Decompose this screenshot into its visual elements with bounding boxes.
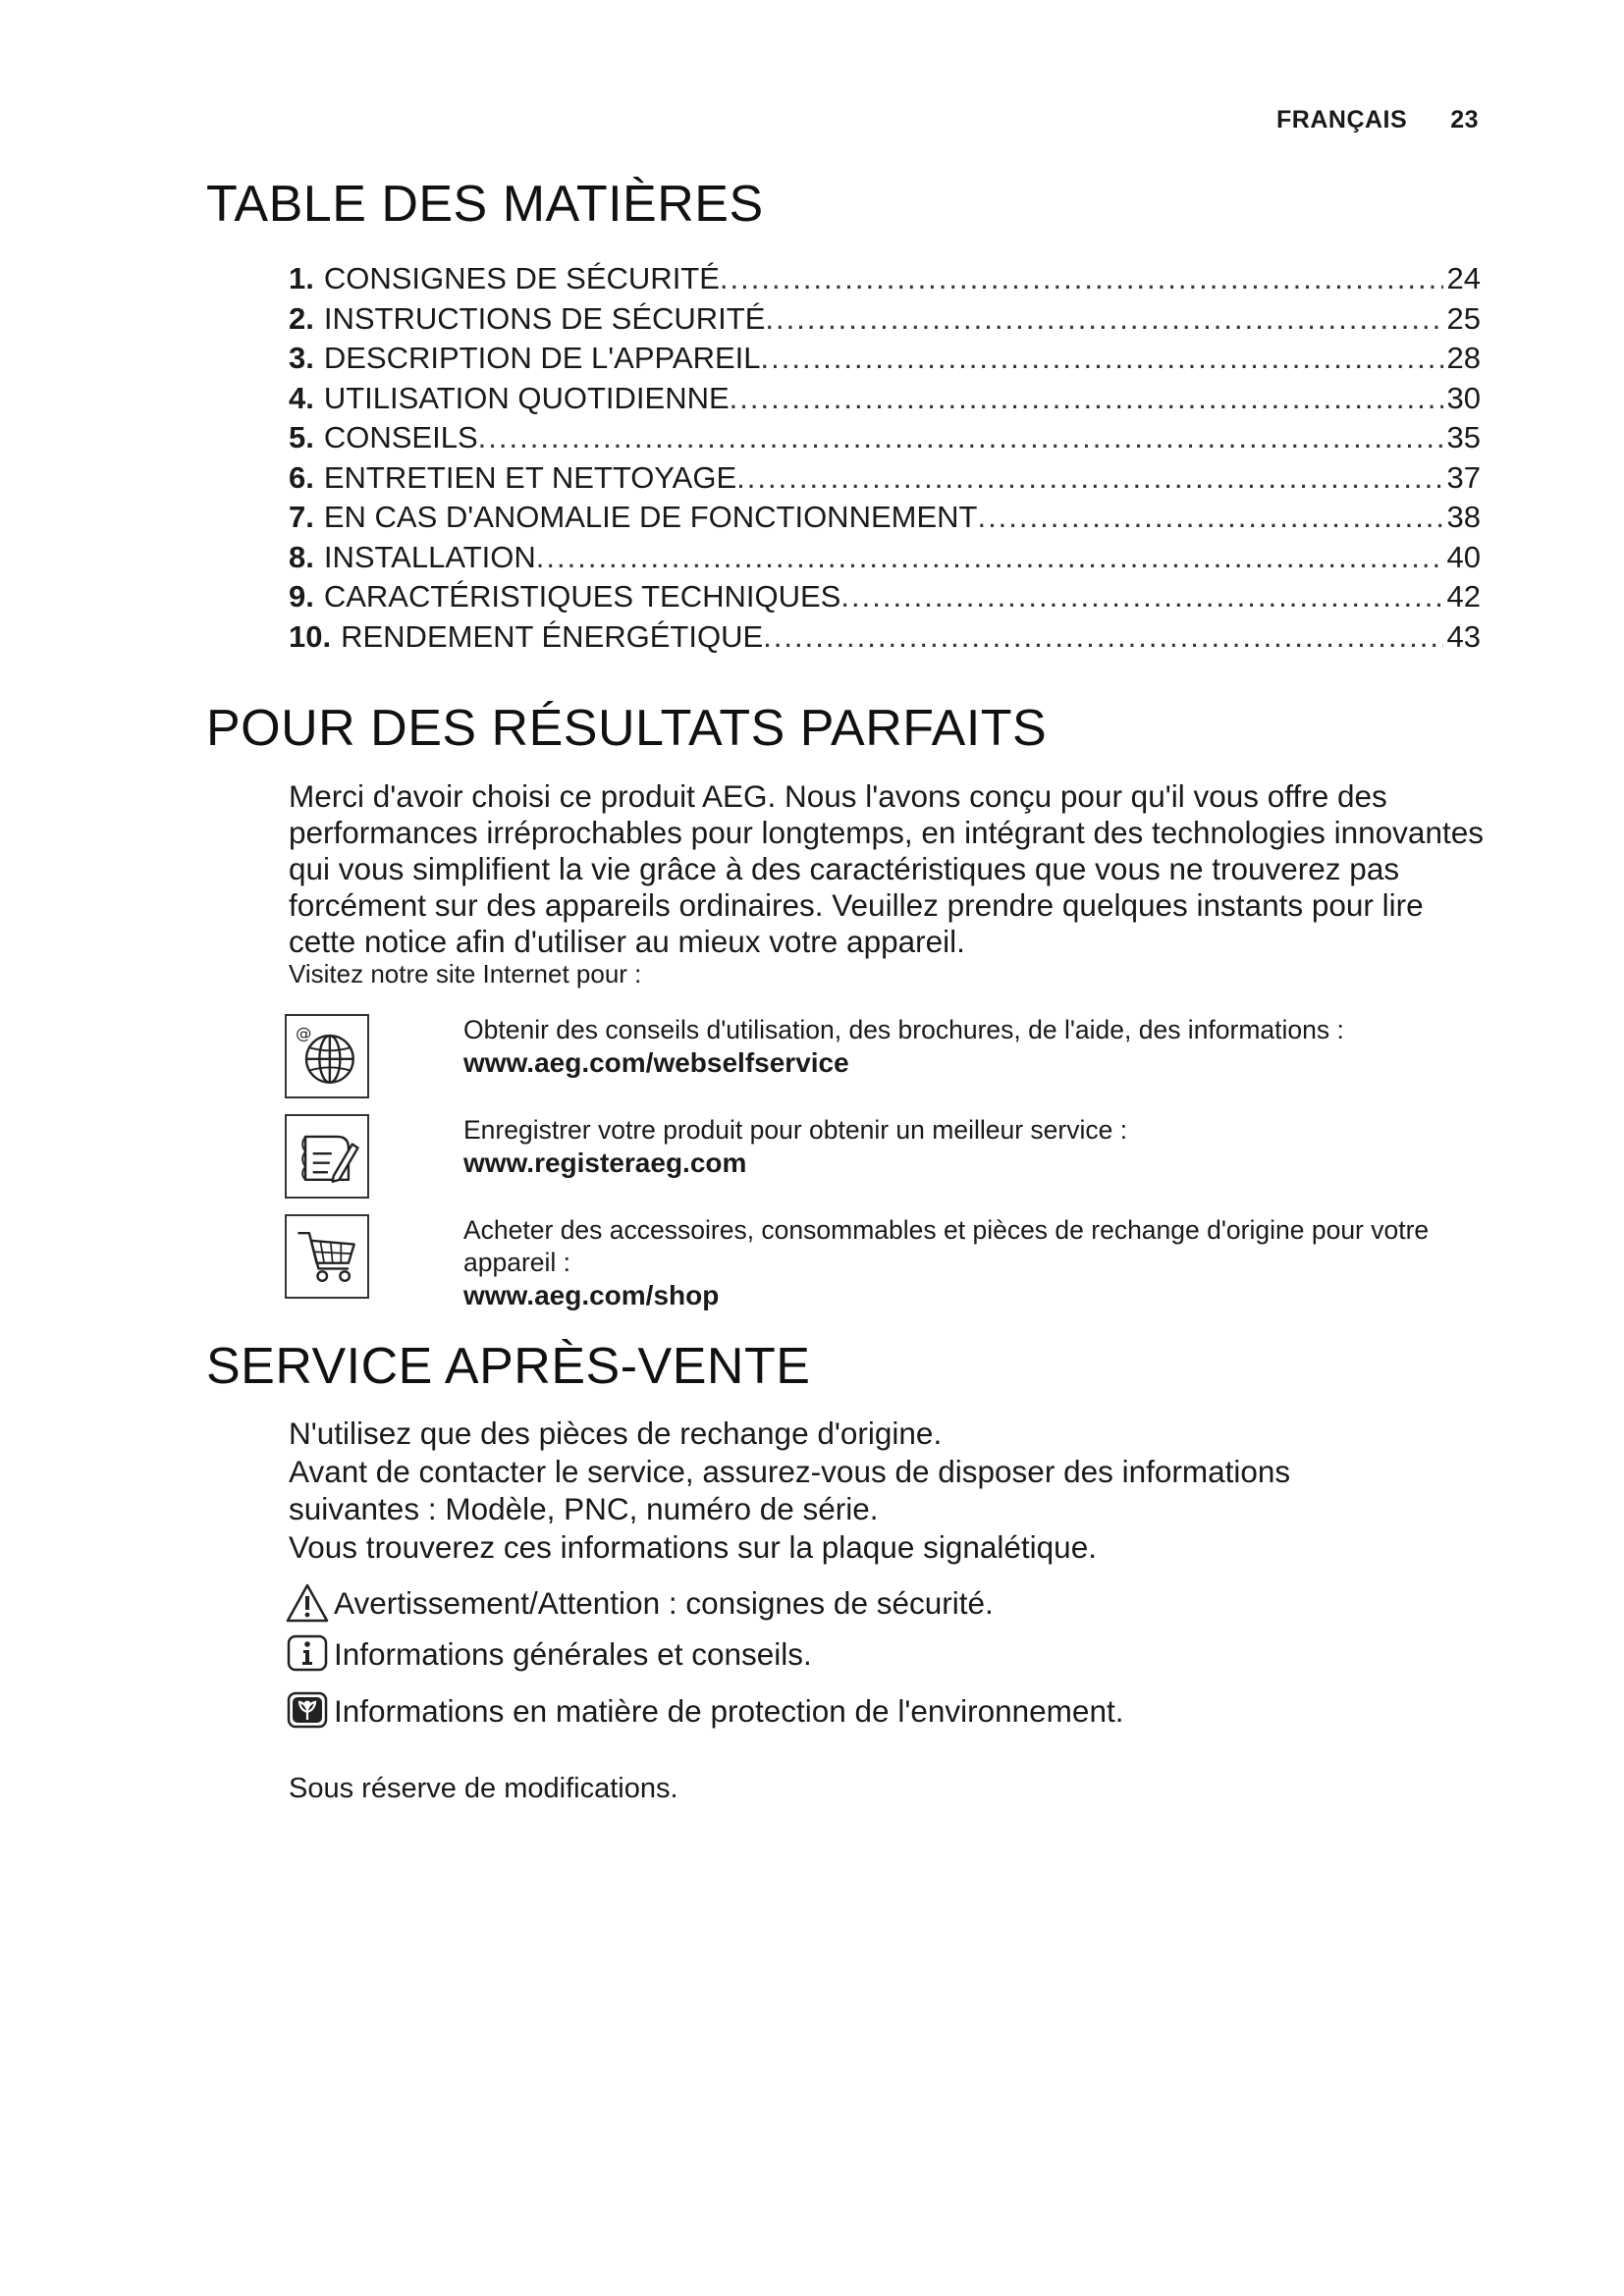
results-heading: POUR DES RÉSULTATS PARFAITS [206,700,1048,757]
toc-item-page: 42 [1446,579,1481,614]
register-icon [285,1114,369,1199]
service-description: Acheter des accessoires, consommables et pièces de rechange d'origine pour votre appareil : [463,1215,1430,1277]
sav-line-before-contact: Avant de contacter le service, assurez-vous de disposer des informations suivantes : Modèle, PNC, numéro de série. [289,1453,1291,1526]
service-text [463,1014,1492,1079]
environment-icon [285,1690,330,1732]
toc-item-title: CONSIGNES DE SÉCURITÉ [323,261,720,295]
page-number: 23 [1450,106,1479,133]
toc-item-title: CONSEILS [323,420,478,454]
toc-leader-dots [478,418,1443,458]
info-icon [285,1633,330,1675]
toc-item[interactable] [289,259,1481,299]
toc-leader-dots [730,379,1443,419]
toc-leader-dots [720,259,1443,299]
toc-item-page: 40 [1446,539,1481,574]
service-text [463,1214,1492,1311]
toc-leader-dots [736,458,1442,499]
warning-icon [285,1582,330,1624]
toc-item-number: 6. [289,459,314,495]
legend-warning [285,1582,994,1624]
toc-item[interactable] [289,339,1481,379]
toc-item-title: EN CAS D'ANOMALIE DE FONCTIONNEMENT [323,500,978,534]
service-text [463,1114,1492,1179]
toc-item[interactable] [289,299,1481,340]
toc-item-title: ENTRETIEN ET NETTOYAGE [323,459,737,495]
intro-paragraph: Merci d'avoir choisi ce produit AEG. Nous l'avons conçu pour qu'il vous offre des performances irréprochables pour longtemps, en intégrant des technologies innovantes qui vous simplifient la vie grâce à des caractéristiques que vous ne trouverez pas forcément sur des appareils ordinaires. Veuillez prendre quelques instants pour lire cette notice afin d'utiliser au mieux votre appareil. [289,778,1484,959]
toc-item-title: DESCRIPTION DE L'APPAREIL [323,341,761,375]
toc-item-page: 28 [1446,341,1481,375]
toc-item[interactable] [289,498,1481,538]
legend-info-text: Informations générales et conseils. [334,1635,812,1672]
legend-info [285,1633,812,1675]
toc-item-title: INSTRUCTIONS DE SÉCURITÉ [323,300,766,336]
sav-line-original-parts: N'utilisez que des pièces de rechange d'origine. [289,1415,943,1451]
toc-item-number: 1. [289,261,314,295]
toc-item-number: 3. [289,341,314,375]
modification-notice: Sous réserve de modifications. [289,1773,678,1804]
webselfservice-link[interactable]: www.aeg.com/webselfservice [463,1047,849,1078]
toc-item-number: 4. [289,380,314,415]
legend-warning-text: Avertissement/Attention : consignes de sécurité. [334,1584,994,1621]
toc-item-page: 30 [1446,380,1481,415]
toc-item-page: 38 [1446,500,1481,534]
legend-environment-text: Informations en matière de protection de l'environnement. [334,1692,1124,1729]
shop-link[interactable]: www.aeg.com/shop [463,1280,720,1310]
globe-icon [285,1014,369,1098]
toc-leader-dots [536,538,1443,578]
service-description: Enregistrer votre produit pour obtenir un meilleur service : [463,1115,1128,1145]
table-of-contents [289,259,1481,657]
sav-text [289,1415,1369,1566]
toc-item-page: 35 [1446,420,1481,454]
toc-item-page: 25 [1446,300,1481,336]
toc-item-number: 2. [289,300,314,336]
service-description: Obtenir des conseils d'utilisation, des brochures, de l'aide, des informations : [463,1015,1344,1044]
toc-item-number: 7. [289,500,314,534]
toc-item[interactable] [289,617,1481,658]
toc-item-number: 9. [289,579,314,614]
sav-heading: SERVICE APRÈS-VENTE [206,1338,811,1395]
sav-line-rating-plate: Vous trouverez ces informations sur la plaque signalétique. [289,1528,1097,1565]
toc-item-page: 24 [1446,261,1481,295]
toc-item-number: 8. [289,539,314,574]
header-language: FRANÇAIS [1276,106,1408,133]
svg-text:@: @ [296,1023,312,1042]
toc-item[interactable] [289,577,1481,617]
visit-website-text: Visitez notre site Internet pour : [289,959,642,988]
legend-environment [285,1690,1123,1732]
toc-leader-dots [840,577,1442,617]
registeraeg-link[interactable]: www.registeraeg.com [463,1148,747,1178]
toc-item-title: INSTALLATION [323,539,536,574]
toc-item-page: 37 [1446,459,1481,495]
toc-leader-dots [977,498,1442,538]
toc-item-page: 43 [1446,618,1481,654]
page-header [1276,106,1479,134]
toc-item-title: CARACTÉRISTIQUES TECHNIQUES [323,579,841,614]
toc-item-title: RENDEMENT ÉNERGÉTIQUE [341,618,764,654]
toc-item[interactable] [289,538,1481,578]
toc-item-title: UTILISATION QUOTIDIENNE [323,380,730,415]
cart-icon [285,1214,369,1299]
toc-item[interactable] [289,418,1481,458]
toc-leader-dots [763,617,1442,658]
toc-item-number: 10. [289,618,332,654]
toc-leader-dots [761,339,1443,379]
toc-heading: TABLE DES MATIÈRES [206,176,764,233]
toc-item-number: 5. [289,420,314,454]
toc-item[interactable] [289,458,1481,499]
toc-item[interactable] [289,379,1481,419]
toc-leader-dots [765,299,1442,340]
